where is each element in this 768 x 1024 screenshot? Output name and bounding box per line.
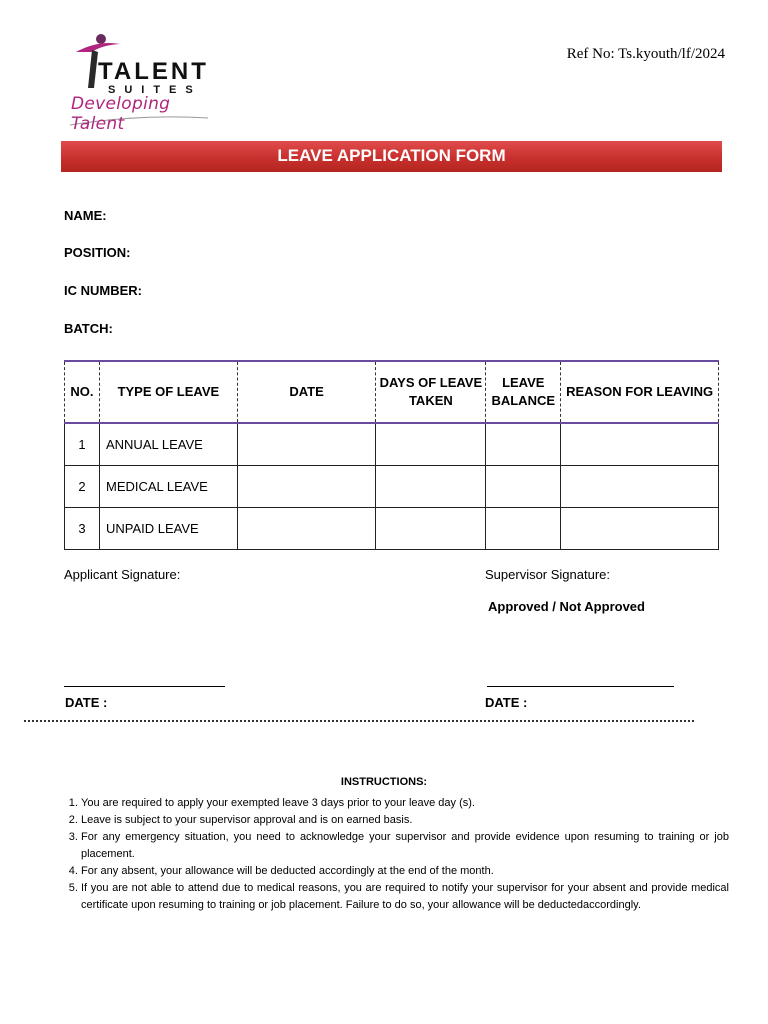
leave-type: MEDICAL LEAVE <box>99 466 237 508</box>
table-row <box>65 466 719 508</box>
approval-status-label: Approved / Not Approved <box>488 599 645 614</box>
supervisor-signature-line <box>487 686 674 687</box>
header-days-taken: DAYS OF LEAVE TAKEN <box>376 361 486 423</box>
batch-field-label: BATCH: <box>64 321 113 336</box>
logo-brand: TALENT <box>98 58 209 85</box>
leave-table <box>64 360 719 550</box>
row-number: 3 <box>65 508 100 550</box>
instruction-item: 1. You are required to apply your exempted leave 3 days prior to your leave day (s). <box>81 795 729 812</box>
name-field-label: NAME: <box>64 208 107 223</box>
table-row <box>65 508 719 550</box>
ic-number-field-label: IC NUMBER: <box>64 283 142 298</box>
applicant-signature-label: Applicant Signature: <box>64 567 181 582</box>
reason-cell[interactable] <box>561 508 719 550</box>
date-cell[interactable] <box>237 466 376 508</box>
leave-balance-cell[interactable] <box>486 423 561 466</box>
table-header-row <box>65 361 719 423</box>
reason-cell[interactable] <box>561 423 719 466</box>
table-row <box>65 423 719 466</box>
supervisor-date-label: DATE : <box>485 695 528 710</box>
instructions-title: INSTRUCTIONS: <box>340 776 428 788</box>
applicant-date-label: DATE : <box>65 695 108 710</box>
header-date: DATE <box>237 361 376 423</box>
reason-cell[interactable] <box>561 466 719 508</box>
days-taken-cell[interactable] <box>376 508 486 550</box>
header-type-of-leave: TYPE OF LEAVE <box>99 361 237 423</box>
header-reason: REASON FOR LEAVING <box>561 361 719 423</box>
leave-balance-cell[interactable] <box>486 508 561 550</box>
days-taken-cell[interactable] <box>376 423 486 466</box>
leave-balance-cell[interactable] <box>486 466 561 508</box>
instruction-item: 4. For any absent, your allowance will be deducted accordingly at the end of the month. <box>81 863 729 880</box>
row-number: 2 <box>65 466 100 508</box>
logo-brand-sub: SUITES <box>108 84 202 96</box>
applicant-signature-line <box>64 686 225 687</box>
company-logo <box>68 30 218 134</box>
instructions-list <box>62 795 729 914</box>
leave-type: ANNUAL LEAVE <box>99 423 237 466</box>
form-title-banner: LEAVE APPLICATION FORM <box>61 141 722 172</box>
header-leave-balance: LEAVE BALANCE <box>486 361 561 423</box>
days-taken-cell[interactable] <box>376 466 486 508</box>
instruction-item: 2. Leave is subject to your supervisor approval and is on earned basis. <box>81 812 729 829</box>
cut-line-divider <box>24 720 694 722</box>
header-no: NO. <box>65 361 100 423</box>
logo-tagline: Developing Talent <box>71 94 171 134</box>
instruction-item: 5. If you are not able to attend due to medical reasons, you are required to notify your supervisor for your absent and provide medical certificate upon resuming to training or job placement. Failure to do so, your allowance will be deductedaccordingly. <box>81 880 729 914</box>
leave-type: UNPAID LEAVE <box>99 508 237 550</box>
reference-number: Ref No: Ts.kyouth/lf/2024 <box>566 46 725 62</box>
instruction-item: 3. For any emergency situation, you need to acknowledge your supervisor and provide evidence upon resuming to training or job placement. <box>81 829 729 863</box>
row-number: 1 <box>65 423 100 466</box>
date-cell[interactable] <box>237 508 376 550</box>
position-field-label: POSITION: <box>64 245 131 260</box>
supervisor-signature-label: Supervisor Signature: <box>485 567 611 582</box>
date-cell[interactable] <box>237 423 376 466</box>
